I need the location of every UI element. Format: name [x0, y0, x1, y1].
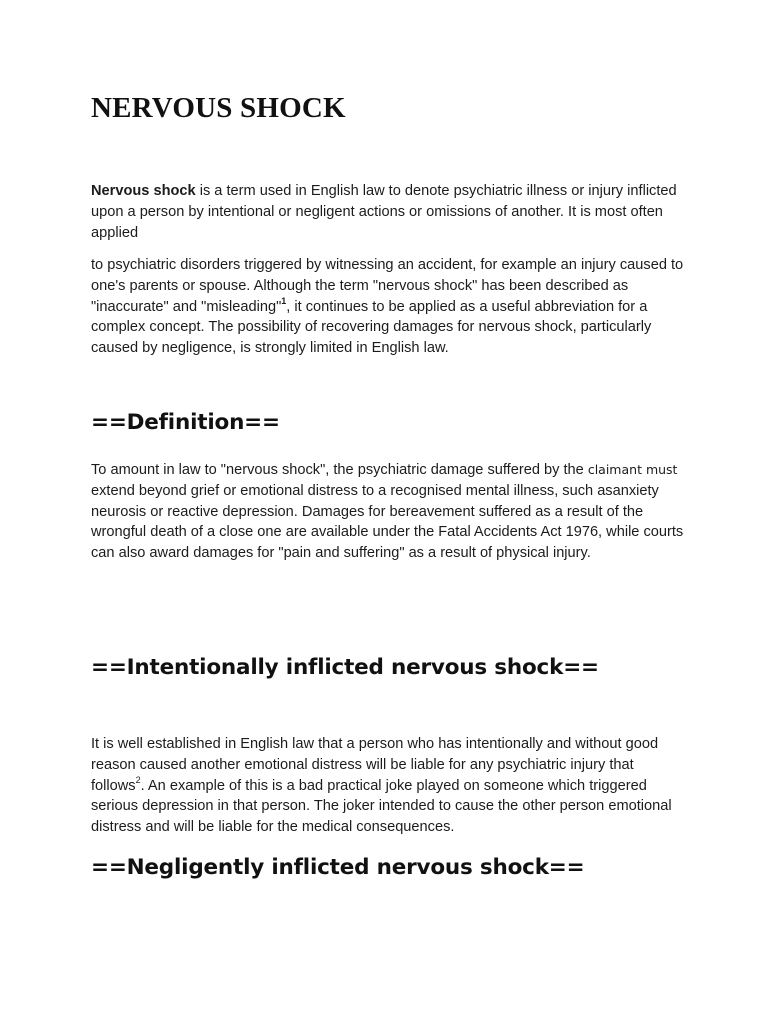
- intentional-part2: . An example of this is a bad practical joke played on someone which triggered serious depression in that person. The joker intended to cause the other person emotional distress and will be liable for the medical consequences.: [91, 777, 672, 836]
- intro-term: Nervous shock: [91, 183, 196, 199]
- document-title: NERVOUS SHOCK: [91, 92, 346, 124]
- footnote-2: 2: [135, 774, 141, 785]
- negligent-heading: ==Negligently inflicted nervous shock==: [91, 855, 585, 880]
- intentional-heading: ==Intentionally inflicted nervous shock==: [91, 655, 599, 680]
- definition-part1: To amount in law to "nervous shock", the psychiatric damage suffered by the: [91, 462, 588, 478]
- intro-text: is a term used in English law to denote psychiatric illness or injury inflicted upon a person by intentional or negligent actions or omissions of another. It is most often applied: [91, 183, 677, 241]
- definition-claimant-must: claimant must: [587, 462, 678, 477]
- intentional-paragraph: [91, 734, 691, 838]
- intro-paragraph: [91, 181, 691, 243]
- definition-part2: extend beyond grief or emotional distress to a recognised mental illness, such asanxiety neurosis or reactive depression. Damages for bereavement suffered as a result of the wrongful death of a close one are available under the Fatal Accidents Act 1976, while courts can also award damages for "pain and suffering" as a result of physical injury.: [91, 482, 684, 562]
- definition-paragraph: [91, 460, 691, 564]
- intentional-part1: It is well established in English law that a person who has intentionally and without good reason caused another emotional distress will be liable for any psychiatric injury that follows: [91, 736, 659, 794]
- second-paragraph-part2: , it continues to be applied as a useful abbreviation for a complex concept. The possibility of recovering damages for nervous shock, particularly caused by negligence, is strongly limited in English law.: [91, 298, 652, 357]
- footnote-1: 1: [281, 295, 287, 306]
- second-paragraph: [91, 255, 691, 359]
- definition-heading: ==Definition==: [91, 410, 280, 435]
- second-paragraph-part1: to psychiatric disorders triggered by witnessing an accident, for example an injury caused to one's parents or spouse. Although the term "nervous shock" has been described as "inaccurate" and "misleading": [91, 257, 684, 315]
